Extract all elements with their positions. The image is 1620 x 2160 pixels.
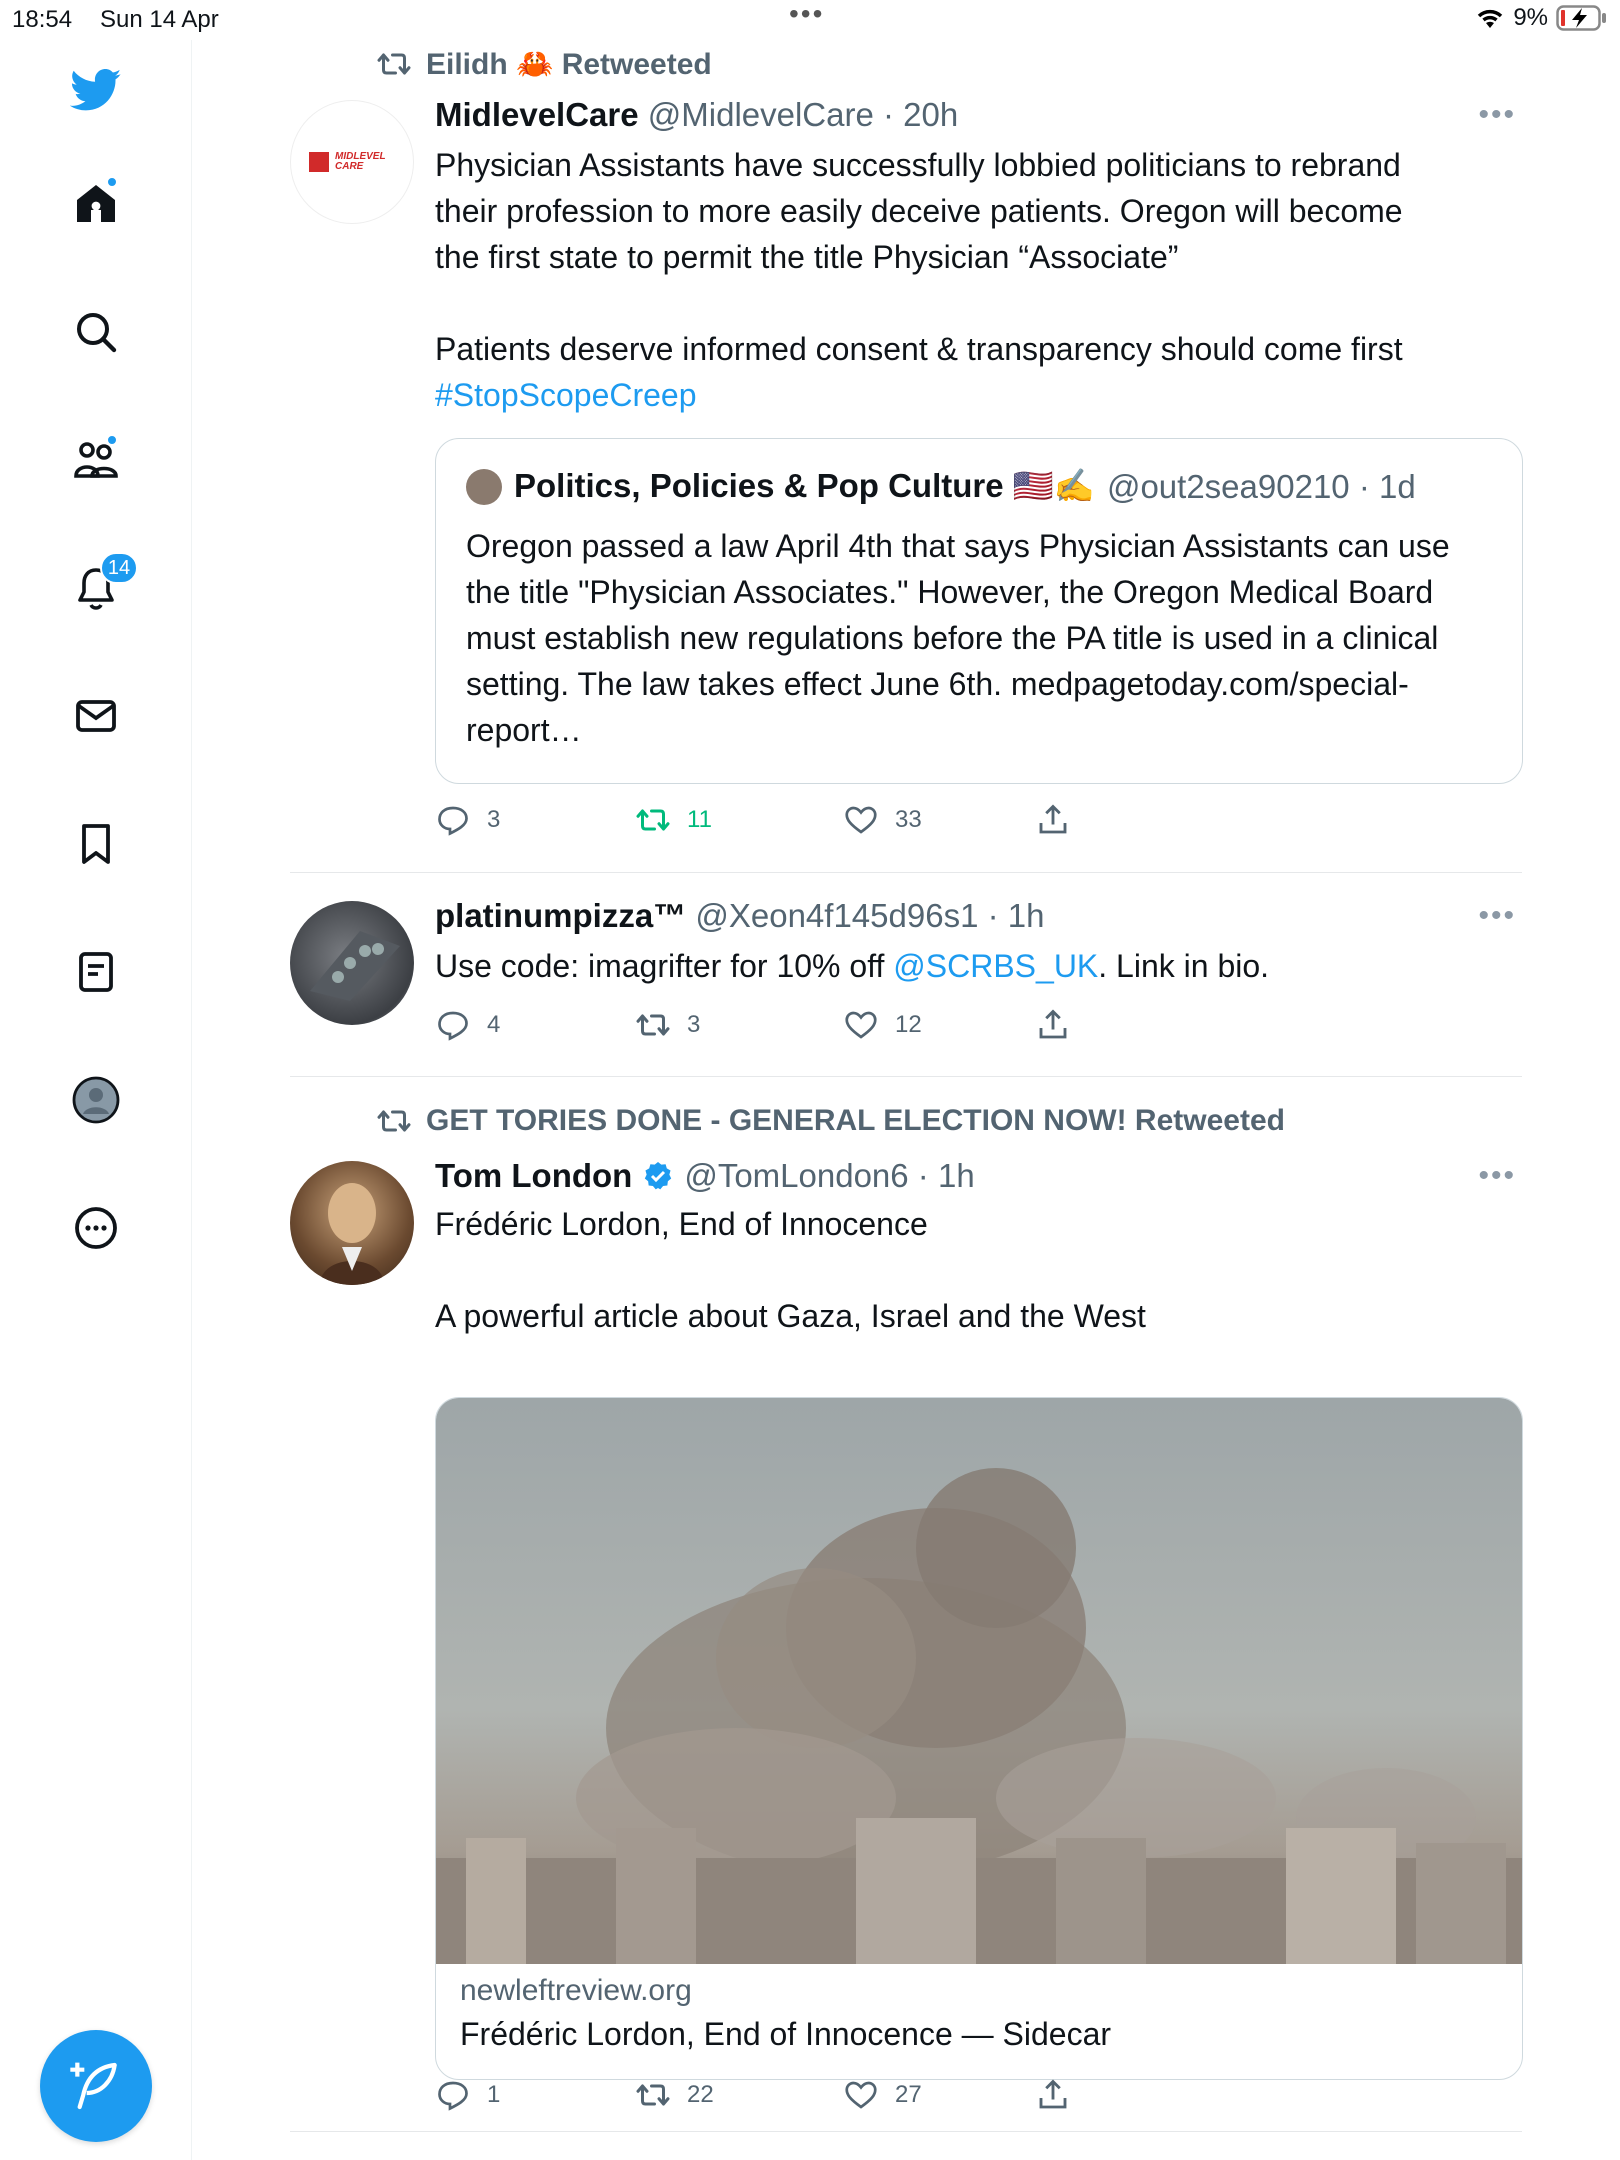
- author-name[interactable]: MidlevelCare: [435, 96, 639, 133]
- like-count: 33: [895, 806, 922, 833]
- reply-icon: [435, 2077, 471, 2113]
- nav-more[interactable]: [62, 1194, 130, 1262]
- link-card-title: Frédéric Lordon, End of Innocence — Sidecar: [460, 2016, 1112, 2052]
- midlevelcare-logo-icon: [309, 152, 329, 172]
- profile-avatar-icon: [72, 1076, 120, 1124]
- bookmark-icon: [72, 820, 120, 868]
- avatar[interactable]: [290, 901, 414, 1025]
- compose-feather-icon: [68, 2058, 124, 2114]
- nav-home[interactable]: [62, 170, 130, 238]
- avatar-image: [290, 901, 414, 1025]
- nav-explore[interactable]: [62, 298, 130, 366]
- retweet-icon: [376, 46, 412, 82]
- compose-tweet-button[interactable]: [40, 2030, 152, 2142]
- heart-icon: [843, 2077, 879, 2113]
- tweet-text: [435, 1201, 1515, 1339]
- link-card-image: [436, 1398, 1523, 1964]
- heart-icon: [843, 802, 879, 838]
- nav-messages[interactable]: [62, 682, 130, 750]
- reply-count: 3: [487, 806, 501, 833]
- nav-profile[interactable]: [62, 1066, 130, 1134]
- avatar[interactable]: [290, 100, 414, 224]
- tweet-header: [435, 897, 1044, 935]
- nav-lists[interactable]: [62, 938, 130, 1006]
- reply-icon: [435, 1007, 471, 1043]
- quoted-tweet[interactable]: [435, 438, 1523, 784]
- mention-link[interactable]: @SCRBS_UK: [893, 948, 1099, 984]
- multitasking-dots-icon[interactable]: •••: [789, 0, 825, 29]
- tweet-text: [435, 142, 1515, 418]
- tweet-header: [435, 96, 958, 134]
- share-button[interactable]: [1035, 802, 1071, 838]
- retweet-icon: [635, 2077, 671, 2113]
- tweet-text-line: Physician Assistants have successfully lobbied politicians to rebrand: [435, 147, 1401, 183]
- quoted-author-name: Politics, Policies & Pop Culture 🇺🇸✍️: [514, 467, 1095, 504]
- nav-bookmarks[interactable]: [62, 810, 130, 878]
- tweet-text-line: A powerful article about Gaza, Israel and the West: [435, 1298, 1146, 1334]
- retweet-count: 3: [687, 1011, 701, 1038]
- retweet-context: [376, 1103, 1285, 1139]
- like-button[interactable]: [843, 2077, 922, 2113]
- tweet-text-line: the first state to permit the title Physician “Associate”: [435, 239, 1179, 275]
- sidebar: [0, 40, 192, 2160]
- reply-icon: [435, 802, 471, 838]
- mail-icon: [72, 692, 120, 740]
- share-icon: [1035, 1007, 1071, 1043]
- tweet-text-line: Patients deserve informed consent & transparency should come first: [435, 331, 1403, 367]
- like-count: 27: [895, 2081, 922, 2108]
- more-options-icon[interactable]: •••: [1478, 98, 1516, 131]
- smoke-over-city-image: [436, 1398, 1523, 1964]
- like-button[interactable]: [843, 802, 922, 838]
- home-unread-dot: [106, 176, 118, 188]
- reply-button[interactable]: [435, 2077, 500, 2113]
- heart-icon: [843, 1007, 879, 1043]
- retweet-context: [376, 46, 712, 82]
- more-options-icon[interactable]: •••: [1478, 1159, 1516, 1192]
- retweet-button[interactable]: [635, 1007, 700, 1043]
- nav-notifications[interactable]: [62, 554, 130, 622]
- retweet-button[interactable]: [635, 2077, 714, 2113]
- battery-percent: 9%: [1513, 4, 1548, 31]
- avatar-portrait-image: [290, 1161, 414, 1285]
- author-name[interactable]: platinumpizza™: [435, 897, 687, 934]
- share-button[interactable]: [1035, 2077, 1071, 2113]
- timeline: [290, 40, 1522, 2132]
- battery-charging-icon: [1556, 5, 1608, 31]
- tweet-text-spacer: [435, 1247, 1515, 1293]
- retweet-button[interactable]: [635, 802, 712, 838]
- retweet-icon: [635, 802, 671, 838]
- like-button[interactable]: [843, 1007, 922, 1043]
- notifications-badge: 14: [100, 552, 138, 584]
- lists-icon: [72, 948, 120, 996]
- status-time: 18:54: [12, 6, 73, 33]
- author-meta[interactable]: @MidlevelCare · 20h: [647, 96, 959, 133]
- status-date: Sun 14 Apr: [100, 6, 219, 33]
- quoted-tweet-text: Oregon passed a law April 4th that says Physician Assistants can use the title "Physician Associates." However, the Oregon Medical Board must establish new regulations before the PA title is used in a clinical setting. The law takes effect June 6th. medpagetoday.com/special-report…: [466, 528, 1450, 748]
- retweet-icon: [376, 1103, 412, 1139]
- tweet-text-part: Use code: imagrifter for 10% off: [435, 948, 894, 984]
- author-name[interactable]: Tom London: [435, 1157, 633, 1194]
- retweet-context-text[interactable]: GET TORIES DONE - GENERAL ELECTION NOW! Retweeted: [426, 1104, 1285, 1137]
- retweet-count: 22: [687, 2081, 714, 2108]
- tweet-text-line: their profession to more easily deceive patients. Oregon will become: [435, 193, 1403, 229]
- author-meta[interactable]: @Xeon4f145d96s1 · 1h: [695, 897, 1045, 934]
- more-options-icon[interactable]: •••: [1478, 899, 1516, 932]
- tweet-text-line: [435, 280, 1515, 326]
- nav-communities[interactable]: [62, 426, 130, 494]
- tweet-text-line: Frédéric Lordon, End of Innocence: [435, 1206, 928, 1242]
- quoted-tweet-header: [466, 467, 1416, 506]
- reply-count: 1: [487, 2081, 501, 2108]
- wifi-icon: [1475, 6, 1505, 30]
- retweet-icon: [635, 1007, 671, 1043]
- share-icon: [1035, 802, 1071, 838]
- like-count: 12: [895, 1011, 922, 1038]
- link-card-domain: newleftreview.org: [460, 1974, 692, 2007]
- tweet-actions: [435, 802, 1095, 842]
- retweet-count: 11: [687, 806, 712, 833]
- tweet[interactable]: [290, 40, 1522, 873]
- share-icon: [1035, 2077, 1071, 2113]
- status-bar: [0, 0, 1620, 40]
- avatar[interactable]: [290, 1161, 414, 1285]
- retweet-context-text[interactable]: Eilidh 🦀 Retweeted: [426, 47, 712, 81]
- avatar-logo-text: MIDLEVEL CARE: [335, 151, 386, 172]
- reply-button[interactable]: [435, 802, 500, 838]
- share-button[interactable]: [1035, 1007, 1071, 1043]
- hashtag-link[interactable]: #StopScopeCreep: [435, 377, 697, 413]
- reply-count: 4: [487, 1011, 501, 1038]
- tweet-actions: [435, 1007, 1095, 1047]
- link-card[interactable]: [435, 1397, 1523, 2080]
- tweet-actions: [435, 2077, 1095, 2117]
- verified-badge-icon: [642, 1160, 674, 1192]
- twitter-logo-icon[interactable]: [62, 56, 130, 124]
- reply-button[interactable]: [435, 1007, 500, 1043]
- author-meta[interactable]: @TomLondon6 · 1h: [684, 1157, 975, 1194]
- search-icon: [72, 308, 120, 356]
- more-circle-icon: [72, 1204, 120, 1252]
- tweet-text: [435, 943, 1515, 989]
- tweet[interactable]: [290, 1077, 1522, 2132]
- communities-unread-dot: [106, 434, 118, 446]
- tweet-text-part: . Link in bio.: [1098, 948, 1270, 984]
- quoted-author-meta: @out2sea90210 · 1d: [1106, 467, 1416, 505]
- tweet[interactable]: [290, 873, 1522, 1077]
- quoted-avatar: [466, 469, 502, 505]
- tweet-header: [435, 1157, 975, 1195]
